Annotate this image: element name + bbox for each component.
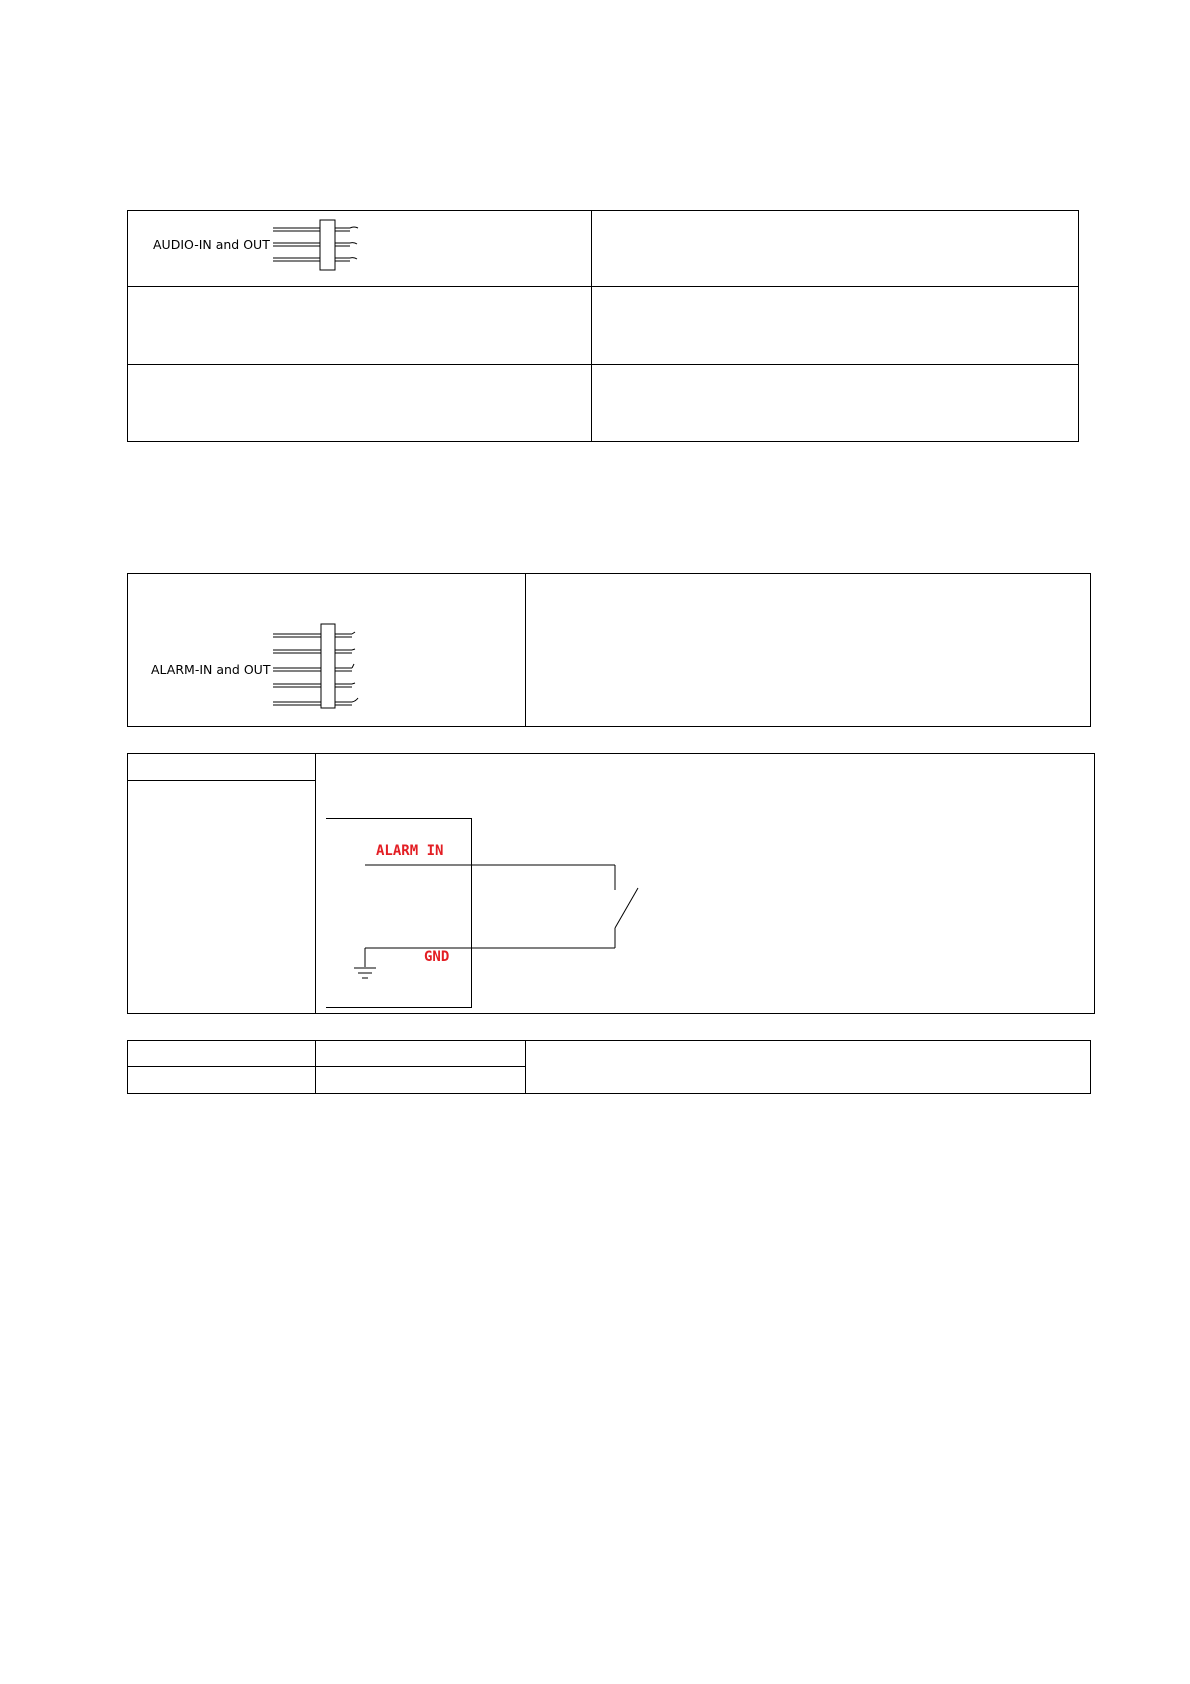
bottom-table-column-divider bbox=[525, 1040, 526, 1094]
bottom-table-column-divider bbox=[315, 1040, 316, 1094]
wiring-table-column-divider bbox=[315, 753, 316, 1014]
alarm-connector-icon bbox=[270, 622, 365, 710]
device-outline-top bbox=[326, 818, 472, 819]
audio-connector-label: AUDIO-IN and OUT bbox=[153, 237, 270, 252]
bottom-spec-table bbox=[127, 1040, 1091, 1094]
wiring-table-header-divider bbox=[127, 780, 315, 781]
alarm-circuit-wiring bbox=[340, 860, 650, 990]
audio-table-column-divider bbox=[591, 210, 592, 442]
alarm-in-label: ALARM IN bbox=[376, 843, 444, 859]
bottom-table-row-divider bbox=[127, 1066, 525, 1067]
alarm-connector-label: ALARM-IN and OUT bbox=[151, 662, 271, 677]
gnd-label: GND bbox=[424, 949, 450, 965]
ground-symbol-icon bbox=[352, 966, 378, 984]
alarm-table-column-divider bbox=[525, 573, 526, 727]
audio-connector-icon bbox=[270, 218, 365, 274]
device-outline-bottom bbox=[326, 1007, 472, 1008]
audio-table-row-divider bbox=[127, 364, 1079, 365]
audio-table-row-divider bbox=[127, 286, 1079, 287]
